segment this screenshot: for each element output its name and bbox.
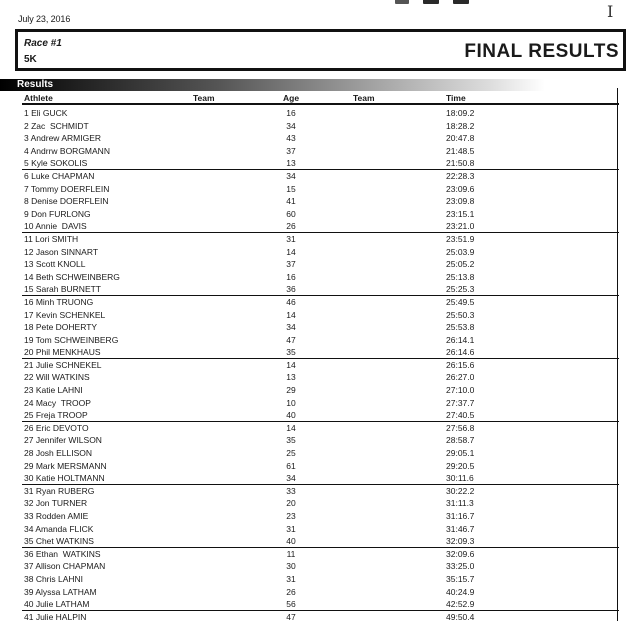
athlete-name: 5 Kyle SOKOLIS (24, 158, 88, 169)
finish-time: 49:50.4 (446, 611, 475, 622)
athlete-age: 35 (286, 435, 296, 446)
athlete-name: 18 Pete DOHERTY (24, 322, 98, 333)
athlete-age: 20 (286, 498, 296, 509)
athlete-name: 35 Chet WATKINS (24, 536, 94, 547)
image-icon[interactable] (395, 0, 409, 4)
header-rule (22, 103, 619, 105)
group-separator (22, 232, 619, 233)
athlete-name: 15 Sarah BURNETT (24, 284, 101, 295)
group-separator (22, 295, 619, 296)
athlete-age: 61 (286, 460, 296, 471)
table-row (0, 397, 640, 410)
report-title: FINAL RESULTS (464, 41, 619, 62)
column-header-team: Team (193, 93, 215, 103)
athlete-age: 29 (286, 385, 296, 396)
text-cursor-icon: I (607, 2, 614, 21)
athlete-name: 2 Zac SCHMIDT (24, 120, 89, 131)
table-row (0, 535, 640, 548)
athlete-age: 37 (286, 259, 296, 270)
finish-time: 25:05.2 (446, 259, 475, 270)
finish-time: 27:40.5 (446, 410, 475, 421)
table-row (0, 611, 640, 624)
race-distance: 5K (24, 54, 37, 65)
athlete-age: 34 (286, 473, 296, 484)
table-row (0, 523, 640, 536)
race-name: Race #1 (24, 38, 62, 49)
athlete-age: 33 (286, 485, 296, 496)
table-row (0, 346, 640, 359)
column-header-time: Time (446, 93, 466, 103)
group-separator (22, 484, 619, 485)
athlete-name: 6 Luke CHAPMAN (24, 170, 95, 181)
table-row (0, 422, 640, 435)
finish-time: 26:27.0 (446, 372, 475, 383)
athlete-name: 1 Eli GUCK (24, 108, 68, 118)
finish-time: 33:25.0 (446, 561, 475, 572)
group-separator (22, 610, 619, 611)
page-icon[interactable] (423, 0, 439, 4)
table-row (0, 460, 640, 473)
finish-time: 25:13.8 (446, 271, 475, 282)
table-row (0, 409, 640, 422)
viewer-toolbar (395, 0, 469, 5)
table-row (0, 246, 640, 259)
athlete-age: 34 (286, 322, 296, 333)
athlete-name: 22 Will WATKINS (24, 372, 90, 383)
table-row (0, 296, 640, 309)
finish-time: 18:09.2 (446, 108, 475, 118)
finish-time: 32:09.3 (446, 536, 475, 547)
table-row (0, 271, 640, 284)
finish-time: 23:21.0 (446, 221, 475, 232)
finish-time: 18:28.2 (446, 120, 475, 131)
table-row (0, 334, 640, 347)
athlete-name: 16 Minh TRUONG (24, 296, 94, 307)
athlete-age: 14 (286, 359, 296, 370)
finish-time: 21:48.5 (446, 145, 475, 156)
table-row (0, 107, 640, 120)
finish-time: 28:58.7 (446, 435, 475, 446)
athlete-age: 15 (286, 183, 296, 194)
athlete-age: 31 (286, 233, 296, 244)
athlete-name: 40 Julie LATHAM (24, 599, 90, 610)
athlete-age: 36 (286, 284, 296, 295)
athlete-age: 14 (286, 246, 296, 257)
table-row (0, 447, 640, 460)
finish-time: 26:15.6 (446, 359, 475, 370)
finish-time: 31:16.7 (446, 511, 475, 521)
group-separator (22, 169, 619, 170)
table-row (0, 548, 640, 561)
athlete-name: 25 Freja TROOP (24, 410, 88, 421)
athlete-age: 10 (286, 397, 296, 408)
group-separator (22, 358, 619, 359)
athlete-name: 7 Tommy DOERFLEIN (24, 183, 110, 194)
athlete-age: 43 (286, 133, 296, 144)
finish-time: 35:15.7 (446, 573, 475, 584)
athlete-name: 26 Eric DEVOTO (24, 422, 89, 433)
table-row (0, 497, 640, 510)
finish-time: 31:46.7 (446, 523, 475, 534)
table-row (0, 485, 640, 498)
athlete-name: 14 Beth SCHWEINBERG (24, 271, 120, 282)
finish-time: 23:51.9 (446, 233, 475, 244)
table-row (0, 120, 640, 133)
finish-time: 27:10.0 (446, 385, 475, 396)
table-row (0, 183, 640, 196)
athlete-age: 11 (286, 548, 296, 559)
table-row (0, 321, 640, 334)
athlete-name: 28 Josh ELLISON (24, 448, 93, 459)
athlete-name: 38 Chris LAHNI (24, 573, 84, 584)
finish-time: 23:09.6 (446, 183, 475, 194)
table-row (0, 560, 640, 573)
athlete-name: 30 Katie HOLTMANN (24, 473, 105, 484)
athlete-age: 14 (286, 422, 296, 433)
results-section-label: Results (17, 79, 54, 90)
athlete-age: 35 (286, 347, 296, 358)
athlete-age: 46 (286, 296, 296, 307)
page-icon[interactable] (453, 0, 469, 4)
table-row (0, 145, 640, 158)
athlete-age: 37 (286, 145, 296, 156)
athlete-age: 16 (286, 108, 296, 118)
finish-time: 31:11.3 (446, 498, 474, 509)
table-row (0, 384, 640, 397)
athlete-name: 13 Scott KNOLL (24, 259, 86, 270)
finish-time: 25:25.3 (446, 284, 475, 295)
athlete-name: 10 Annie DAVIS (24, 221, 87, 232)
athlete-name: 12 Jason SINNART (24, 246, 99, 257)
table-row (0, 586, 640, 599)
athlete-age: 47 (286, 334, 296, 345)
athlete-age: 56 (286, 599, 296, 610)
finish-time: 21:50.8 (446, 158, 475, 169)
group-separator (22, 547, 619, 548)
finish-time: 25:53.8 (446, 322, 475, 333)
athlete-name: 32 Jon TURNER (24, 498, 88, 509)
athlete-name: 23 Katie LAHNI (24, 385, 83, 396)
table-row (0, 434, 640, 447)
finish-time: 22:28.3 (446, 170, 475, 181)
table-row (0, 309, 640, 322)
athlete-name: 4 Andrrw BORGMANN (24, 145, 110, 156)
athlete-name: 9 Don FURLONG (24, 208, 91, 219)
athlete-name: 21 Julie SCHNEKEL (24, 359, 102, 370)
finish-time: 20:47.8 (446, 133, 475, 144)
athlete-name: 3 Andrew ARMIGER (24, 133, 102, 144)
athlete-age: 13 (286, 372, 296, 383)
finish-time: 40:24.9 (446, 586, 475, 597)
finish-time: 29:20.5 (446, 460, 475, 471)
athlete-age: 13 (286, 158, 296, 169)
column-header-team-2: Team (353, 93, 375, 103)
finish-time: 25:03.9 (446, 246, 475, 257)
group-separator (22, 421, 619, 422)
athlete-name: 34 Amanda FLICK (24, 523, 94, 534)
table-row (0, 233, 640, 246)
athlete-age: 60 (286, 208, 296, 219)
athlete-name: 36 Ethan WATKINS (24, 548, 101, 559)
athlete-age: 26 (286, 221, 296, 232)
column-header-athlete: Athlete (24, 93, 53, 103)
finish-time: 30:11.6 (446, 473, 474, 484)
athlete-name: 11 Lori SMITH (24, 233, 79, 244)
athlete-age: 40 (286, 536, 296, 547)
table-row (0, 359, 640, 372)
results-section-bar (0, 79, 545, 91)
athlete-name: 24 Macy TROOP (24, 397, 91, 408)
finish-time: 30:22.2 (446, 485, 475, 496)
finish-time: 27:37.7 (446, 397, 475, 408)
athlete-name: 33 Rodden AMIE (24, 511, 89, 521)
athlete-age: 14 (286, 309, 296, 320)
finish-time: 25:49.5 (446, 296, 475, 307)
finish-time: 29:05.1 (446, 448, 475, 459)
athlete-name: 17 Kevin SCHENKEL (24, 309, 106, 320)
athlete-age: 40 (286, 410, 296, 421)
table-row (0, 132, 640, 145)
table-row (0, 170, 640, 183)
table-row (0, 598, 640, 611)
athlete-age: 16 (286, 271, 296, 282)
finish-time: 26:14.6 (446, 347, 475, 358)
athlete-age: 23 (286, 511, 296, 521)
finish-time: 23:09.8 (446, 196, 475, 207)
athlete-name: 39 Alyssa LATHAM (24, 586, 97, 597)
athlete-age: 41 (286, 196, 296, 207)
athlete-age: 31 (286, 573, 296, 584)
athlete-age: 34 (286, 120, 296, 131)
finish-time: 32:09.6 (446, 548, 475, 559)
finish-time: 42:52.9 (446, 599, 475, 610)
table-row (0, 195, 640, 208)
table-row (0, 472, 640, 485)
athlete-age: 30 (286, 561, 296, 572)
athlete-age: 25 (286, 448, 296, 459)
finish-time: 23:15.1 (446, 208, 475, 219)
athlete-name: 29 Mark MERSMANN (24, 460, 107, 471)
finish-time: 26:14.1 (446, 334, 475, 345)
finish-time: 25:50.3 (446, 309, 475, 320)
table-row (0, 208, 640, 221)
report-header (15, 29, 626, 71)
athlete-age: 34 (286, 170, 296, 181)
table-row (0, 573, 640, 586)
report-date: July 23, 2016 (18, 14, 71, 24)
athlete-name: 31 Ryan RUBERG (24, 485, 95, 496)
athlete-name: 37 Allison CHAPMAN (24, 561, 106, 572)
table-row (0, 510, 640, 523)
athlete-age: 47 (286, 611, 296, 622)
athlete-age: 26 (286, 586, 296, 597)
athlete-name: 8 Denise DOERFLEIN (24, 196, 109, 207)
table-row (0, 258, 640, 271)
results-table (0, 107, 640, 623)
athlete-age: 31 (286, 523, 296, 534)
athlete-name: 20 Phil MENKHAUS (24, 347, 101, 358)
finish-time: 27:56.8 (446, 422, 475, 433)
athlete-name: 41 Julie HALPIN (24, 611, 87, 622)
table-row (0, 371, 640, 384)
column-header-age: Age (283, 93, 300, 103)
athlete-name: 27 Jennifer WILSON (24, 435, 102, 446)
athlete-name: 19 Tom SCHWEINBERG (24, 334, 119, 345)
